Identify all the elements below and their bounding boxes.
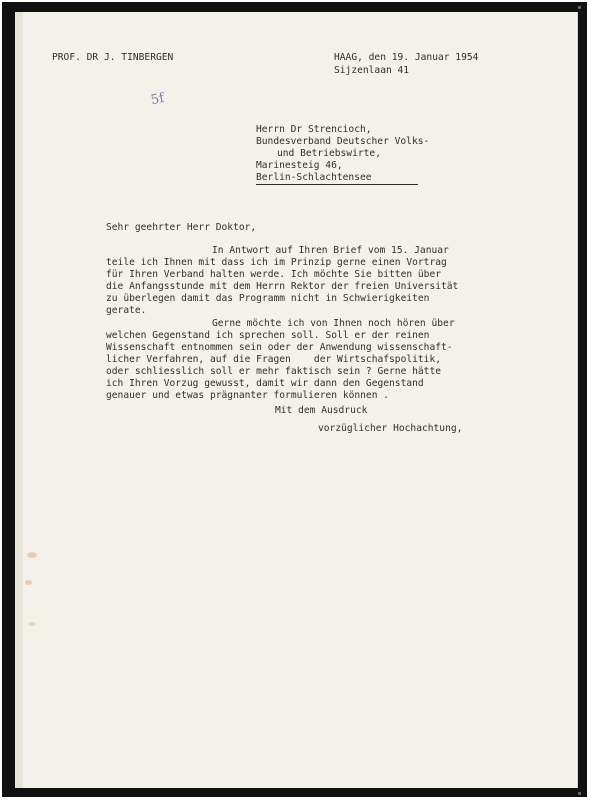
body-line: teile ich Ihnen mit dass ich im Prinzip gerne einen Vortrag bbox=[106, 257, 447, 268]
salutation: Sehr geehrter Herr Doktor, bbox=[106, 222, 257, 233]
corner-marker bbox=[578, 6, 581, 9]
paper-edge bbox=[15, 12, 23, 788]
recipient-org-cont: und Betriebswirte, bbox=[277, 148, 381, 159]
recipient-name: Herrn Dr Strencioch, bbox=[256, 124, 372, 135]
body-line: gerate. bbox=[106, 305, 147, 316]
stain bbox=[25, 580, 32, 585]
recipient-street: Marinesteig 46, bbox=[256, 160, 343, 171]
body-line: für Ihren Verband halten werde. Ich möchte Sie bitten über bbox=[106, 269, 442, 280]
body-line: welchen Gegenstand ich sprechen soll. Soll er der reinen bbox=[106, 330, 430, 341]
body-line: In Antwort auf Ihren Brief vom 15. Januar bbox=[212, 245, 449, 256]
recipient-org: Bundesverband Deutscher Volks- bbox=[256, 136, 430, 147]
body-line: licher Verfahren, auf die Fragen der Wirtschafspolitik, bbox=[106, 354, 442, 365]
stain bbox=[27, 552, 37, 558]
closing-phrase: Mit dem Ausdruck bbox=[275, 405, 368, 416]
date-line: HAAG, den 19. Januar 1954 bbox=[334, 52, 479, 63]
body-line: ich Ihren Vorzug gewusst, damit wir dann den Gegenstand bbox=[106, 378, 424, 389]
body-line: zu überlegen damit das Programm nicht in Schwierigkeiten bbox=[106, 293, 430, 304]
closing-signoff: vorzüglicher Hochachtung, bbox=[318, 423, 463, 434]
handwritten-mark: 5f bbox=[149, 90, 166, 109]
body-line: Wissenschaft entnommen sein oder der Anwendung wissenschaft- bbox=[106, 342, 453, 353]
corner-marker bbox=[578, 792, 581, 795]
body-line: genauer und etwas prägnanter formulieren können . bbox=[106, 390, 390, 401]
body-line: die Anfangsstunde mit dem Herrn Rektor der freien Universität bbox=[106, 281, 459, 292]
sender-name: PROF. DR J. TINBERGEN bbox=[52, 52, 174, 63]
sender-address: Sijzenlaan 41 bbox=[334, 65, 410, 76]
stain bbox=[28, 622, 36, 626]
recipient-city: Berlin-Schlachtensee bbox=[256, 172, 418, 185]
body-line: Gerne möchte ich von Ihnen noch hören über bbox=[212, 318, 455, 329]
body-line: oder schliesslich soll er mehr faktisch sein ? Gerne hätte bbox=[106, 366, 442, 377]
letter-page bbox=[15, 12, 578, 788]
